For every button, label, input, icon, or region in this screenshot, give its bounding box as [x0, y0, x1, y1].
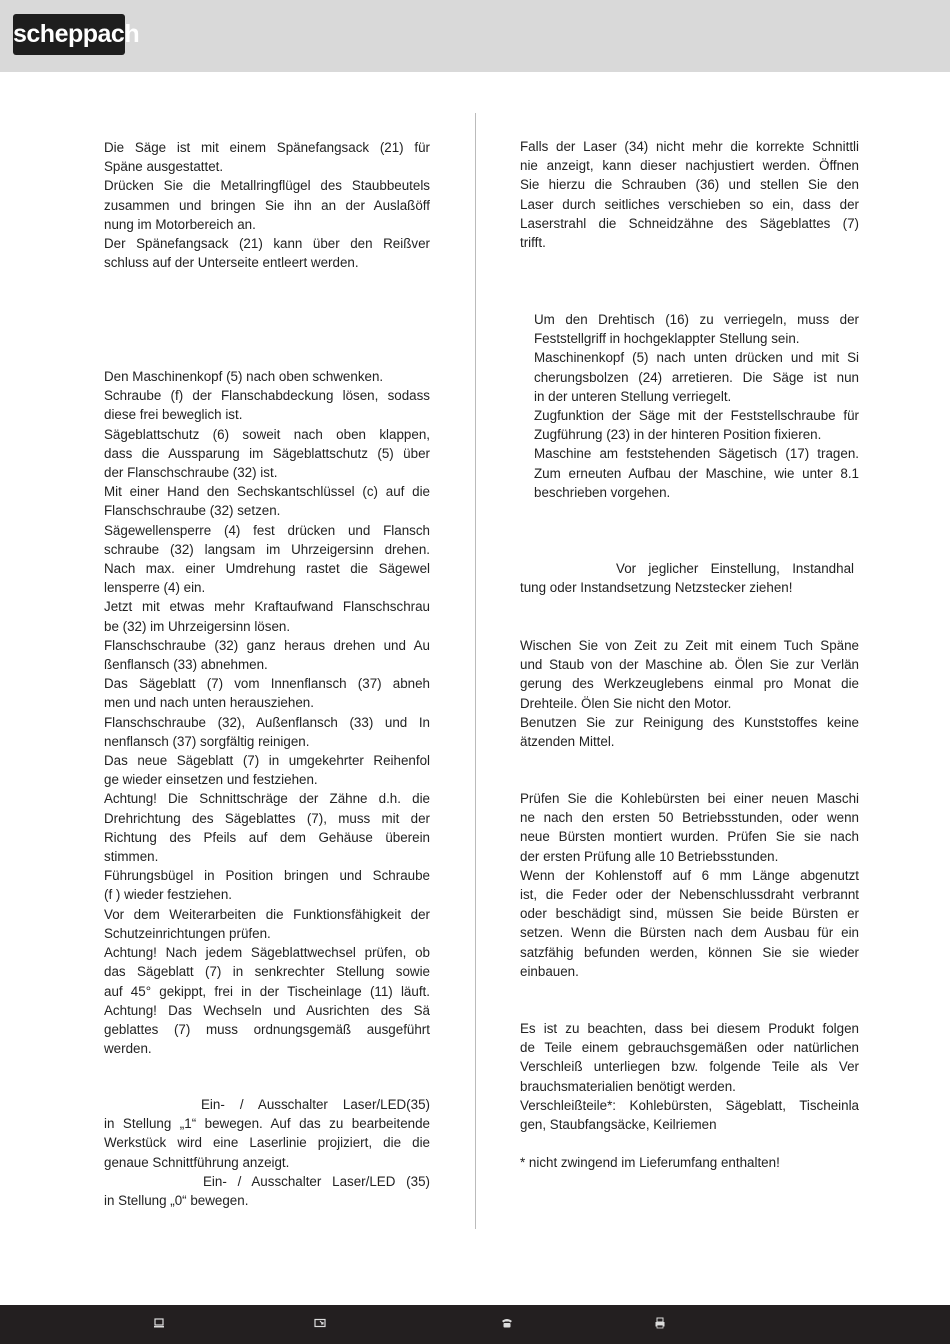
footnote-text: * nicht zwingend im Lieferumfang enthalten!: [520, 1155, 780, 1170]
laser-on-first-line: Ein- / Ausschalter Laser/LED(35): [201, 1097, 430, 1112]
text-line: ätzenden Mittel.: [520, 734, 615, 750]
text-line: werden.: [104, 1041, 152, 1057]
text-line: oder beschädigt sind, müssen Sie beide Bürsten er: [520, 906, 859, 922]
text-line: Drücken Sie die Metallringflügel des Staubbeutels: [104, 178, 430, 194]
text-line: in Stellung „1“ bewegen. Auf das zu bearbeitende: [104, 1116, 430, 1132]
text-line: und Staub von der Maschine ab. Ölen Sie zur Verlän: [520, 657, 859, 673]
text-line: Flanschschraube (32), Außenflansch (33) und In: [104, 714, 430, 730]
text-line: schluss auf der Unterseite entleert werden.: [104, 255, 359, 271]
text-line: das Sägeblatt (7) in senkrechter Stellung sowie: [104, 964, 430, 980]
right-block-warning: [520, 559, 854, 597]
text-line: brauchsmaterialien benötigt werden.: [520, 1078, 736, 1094]
text-line: Flanschschraube (32) setzen.: [104, 503, 281, 519]
text-line: Feststellgriff in hochgeklappter Stellung sein.: [534, 331, 800, 347]
right-block-verschleissteile: [520, 1019, 859, 1134]
text-line: Wischen Sie von Zeit zu Zeit mit einem Tuch Späne: [520, 638, 859, 653]
text-line: Werkstück wird eine Laserlinie projiziert, die die: [104, 1135, 430, 1151]
text-line: ist, die Feder oder der Nebenschlussdraht verbrannt: [520, 887, 859, 903]
text-line: setzen. Wenn die Bürsten nach dem Ausbau für ein: [520, 925, 859, 941]
text-line: Vor dem Weiterarbeiten die Funktionsfähigkeit der: [104, 906, 430, 922]
left-block-laser-on: [104, 1095, 430, 1172]
text-line: stimmen.: [104, 849, 159, 865]
text-line: Sie hierzu die Schrauben (36) und stellen Sie den: [520, 177, 859, 193]
text-line: geblattes (7) muss ordnungsgemäß ausgeführt: [104, 1021, 430, 1037]
left-block-spaenefangsack: [104, 138, 430, 272]
text-line: ßenflansch (33) abnehmen.: [104, 657, 268, 673]
text-line: Achtung! Die Schnittschräge der Zähne d.h. die: [104, 791, 430, 807]
text-line: in Stellung „0“ bewegen.: [104, 1193, 249, 1209]
text-line: Den Maschinenkopf (5) nach oben schwenken.: [104, 369, 384, 384]
text-line: Sägewellensperre (4) fest drücken und Flansch: [104, 522, 430, 538]
text-line: Wenn der Kohlenstoff auf 6 mm Länge abgenutzt: [520, 867, 859, 883]
text-line: Jetzt mit etwas mehr Kraftaufwand Flanschschrau: [104, 599, 430, 615]
warning-first-line: Vor jeglicher Einstellung, Instandhal: [616, 561, 854, 576]
text-line: Zugführung (23) in der hinteren Position fixieren.: [534, 427, 822, 443]
text-line: satzfähig befunden werden, können Sie sie wieder: [520, 944, 859, 960]
text-line: Richtung des Pfeils auf dem Gehäuse überein: [104, 829, 430, 845]
laser-off-first-line: Ein- / Ausschalter Laser/LED (35): [203, 1174, 430, 1189]
text-line: gerung des Werkzeuglebens einmal pro Monat die: [520, 676, 859, 692]
text-line: Um den Drehtisch (16) zu verriegeln, muss der: [534, 312, 859, 327]
text-line: beschrieben vorgehen.: [534, 484, 671, 500]
fax-icon: [653, 1317, 667, 1331]
right-block-reinigung: [520, 636, 859, 751]
text-line: Benutzen Sie zur Reinigung des Kunststoffes keine: [520, 714, 859, 730]
text-line: nie anzeigt, kann dieser nachjustiert werden. Öffnen: [520, 158, 859, 174]
text-line: be (32) im Uhrzeigersinn lösen.: [104, 618, 291, 634]
text-line: lensperre (4) ein.: [104, 580, 206, 596]
text-line: men und nach unten herausziehen.: [104, 695, 314, 711]
text-line: Verschleißteile*: Kohlebürsten, Sägeblatt, Tischeinla: [520, 1097, 859, 1113]
text-line: Flanschschraube (32) ganz heraus drehen und Au: [104, 637, 430, 653]
phone-icon: [500, 1317, 514, 1331]
text-line: Sägeblattschutz (6) soweit nach oben klappen,: [104, 426, 430, 442]
text-line: de Teile einem gebrauchsgemäßen oder natürlichen: [520, 1040, 859, 1056]
text-line: Laserstrahl die Schneidzähne des Sägeblattes (7): [520, 215, 859, 231]
left-block-laser-off: [104, 1172, 430, 1210]
text-line: Drehrichtung des Sägeblattes (7), muss mit der: [104, 810, 430, 826]
right-block-transport: [534, 310, 859, 502]
text-line: auf 45° gekippt, frei in der Tischeinlage (11) läuft.: [104, 983, 430, 999]
text-line: (f ) wieder festziehen.: [104, 887, 233, 903]
right-block-kohlebuersten: [520, 789, 859, 981]
laser-on-text: [104, 1114, 430, 1172]
left-block-saegeblattwechsel: [104, 367, 430, 1058]
laser-off-text: [104, 1191, 430, 1210]
text-line: Achtung! Das Wechseln und Ausrichten des Sä: [104, 1002, 430, 1018]
text-line: ge wieder einsetzen und festziehen.: [104, 772, 318, 788]
text-line: dass die Aussparung im Sägeblattschutz (5) über: [104, 445, 430, 461]
footer-bar: [0, 1305, 950, 1344]
text-line: neue Bürsten montiert wurden. Prüfen Sie sie nach: [520, 829, 859, 845]
text-line: Zugfunktion der Säge mit der Feststellschraube für: [534, 408, 859, 424]
text-line: nung im Motorbereich an.: [104, 216, 256, 232]
text-line: Maschine am feststehenden Sägetisch (17) tragen.: [534, 446, 859, 462]
text-line: Maschinenkopf (5) nach unten drücken und mit Si: [534, 350, 859, 366]
text-line: Drehteile. Ölen Sie nicht den Motor.: [520, 695, 732, 711]
text-line: Späne ausgestattet.: [104, 159, 224, 175]
text-line: Schraube (f) der Flanschabdeckung lösen, sodass: [104, 388, 430, 404]
text-line: Führungsbügel in Position bringen und Schraube: [104, 868, 430, 884]
text-line: nenflansch (37) sorgfältig reinigen.: [104, 733, 310, 749]
text-line: Schutzeinrichtungen prüfen.: [104, 925, 271, 941]
text-line: der ersten Prüfung alle 10 Betriebsstunden.: [520, 848, 779, 864]
text-line: diese frei beweglich ist.: [104, 407, 243, 423]
text-line: genaue Schnittführung anzeigt.: [104, 1154, 290, 1170]
text-line: Zum erneuten Aufbau der Maschine, wie unter 8.1: [534, 465, 859, 481]
text-line: Das Sägeblatt (7) vom Innenflansch (37) abneh: [104, 676, 430, 692]
text-line: gen, Staubfangsäcke, Keilriemen: [520, 1117, 717, 1133]
text-line: Prüfen Sie die Kohlebürsten bei einer neuen Maschi: [520, 791, 859, 806]
text-line: trifft.: [520, 235, 546, 251]
text-line: Es ist zu beachten, dass bei diesem Produkt folgen: [520, 1021, 859, 1036]
warning-text: [520, 578, 854, 597]
right-block-laser-justage: [520, 137, 859, 252]
right-footnote: [520, 1153, 859, 1172]
text-line: der Flanschschraube (32) ist.: [104, 465, 278, 481]
scheppach-logo: scheppach: [13, 14, 125, 55]
text-line: cherungsbolzen (24) arretieren. Die Säge ist nun: [534, 369, 859, 385]
text-line: Mit einer Hand den Sechskantschlüssel (c) auf die: [104, 484, 430, 500]
text-line: schraube (32) langsam im Uhrzeigersinn drehen.: [104, 541, 430, 557]
text-line: ne nach den ersten 50 Betriebsstunden, oder wenn: [520, 810, 859, 826]
text-line: in der unteren Stellung verriegelt.: [534, 388, 732, 404]
text-line: Das neue Sägeblatt (7) in umgekehrter Reihenfol: [104, 753, 430, 769]
text-line: Nach max. einer Umdrehung rastet die Sägewel: [104, 561, 430, 577]
text-line: Verschleiß unterliegen bzw. folgende Teile als Ver: [520, 1059, 859, 1075]
text-line: Laser durch seitliches verschieben so ein, dass der: [520, 196, 859, 212]
text-line: tung oder Instandsetzung Netzstecker ziehen!: [520, 580, 793, 596]
header-band: [0, 0, 950, 72]
text-line: Achtung! Nach jedem Sägeblattwechsel prüfen, ob: [104, 945, 430, 961]
column-divider: [475, 113, 476, 1229]
text-line: Der Spänefangsack (21) kann über den Reißver: [104, 236, 430, 252]
text-line: Die Säge ist mit einem Spänefangsack (21) für: [104, 140, 430, 155]
text-line: einbauen.: [520, 963, 579, 979]
text-line: Falls der Laser (34) nicht mehr die korrekte Schnittli: [520, 139, 859, 154]
text-line: zusammen und bringen Sie ihn an der Auslaßöff: [104, 197, 430, 213]
computer-icon: [152, 1317, 166, 1331]
mail-icon: [313, 1317, 327, 1331]
